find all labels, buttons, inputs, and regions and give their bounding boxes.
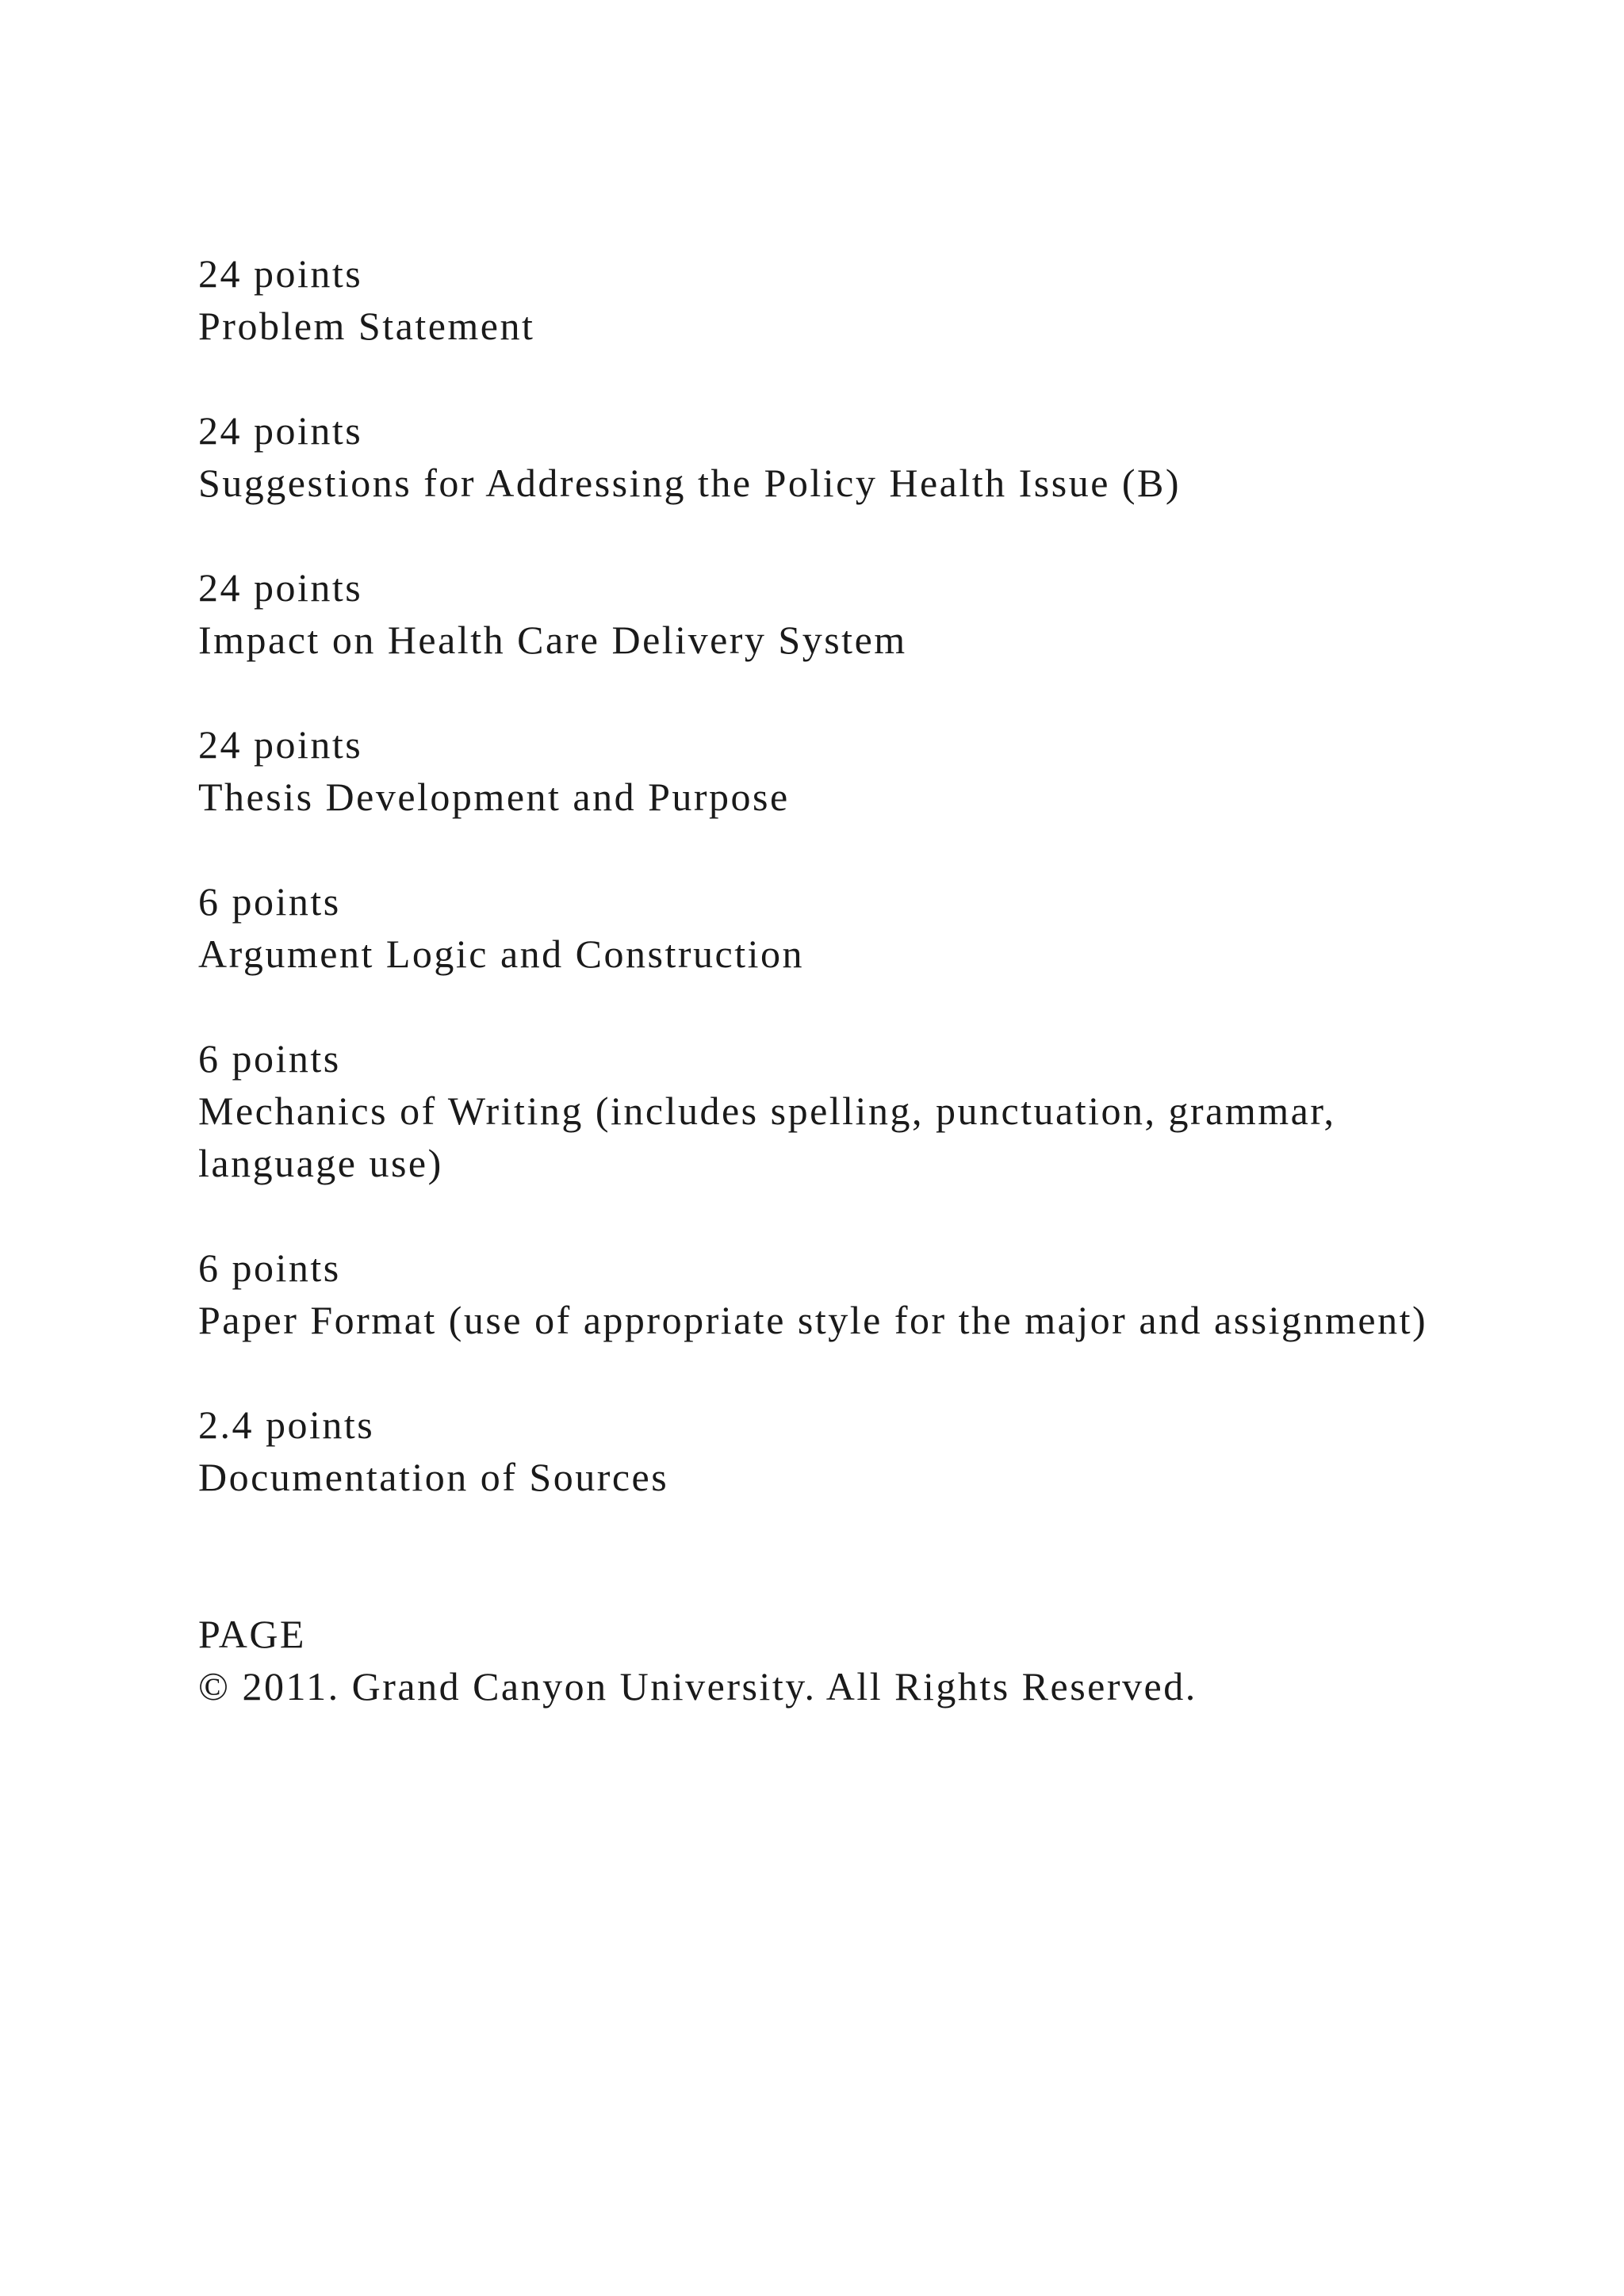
document-content [198, 247, 1499, 1712]
entry-points: 6 points [198, 879, 341, 924]
page-footer [198, 1608, 1499, 1712]
entry-criterion: Paper Format (use of appropriate style for the major and assignment) [198, 1298, 1428, 1342]
rubric-entry-thesis [198, 718, 1499, 823]
entry-criterion: Argument Logic and Construction [198, 932, 804, 976]
entry-criterion: Thesis Development and Purpose [198, 775, 790, 819]
copyright-notice: © 2011. Grand Canyon University. All Rights Reserved. [198, 1664, 1197, 1709]
entry-criterion: Documentation of Sources [198, 1455, 669, 1499]
rubric-entry-documentation [198, 1399, 1499, 1503]
entry-points: 24 points [198, 408, 363, 453]
entry-criterion: Suggestions for Addressing the Policy Health Issue (B) [198, 461, 1182, 505]
rubric-entry-mechanics [198, 1032, 1499, 1189]
entry-points: 2.4 points [198, 1402, 375, 1447]
entry-points: 6 points [198, 1036, 341, 1081]
entry-points: 24 points [198, 722, 363, 767]
rubric-entry-impact [198, 561, 1499, 666]
entry-points: 24 points [198, 251, 363, 296]
rubric-entry-format [198, 1242, 1499, 1346]
entry-points: 6 points [198, 1246, 341, 1290]
rubric-entry-problem-statement [198, 247, 1499, 352]
entry-criterion: Problem Statement [198, 304, 535, 348]
rubric-entry-suggestions [198, 404, 1499, 509]
entry-criterion: Impact on Health Care Delivery System [198, 618, 907, 662]
rubric-entry-argument [198, 875, 1499, 980]
entry-criterion: Mechanics of Writing (includes spelling, punctuation, grammar, language use) [198, 1089, 1348, 1185]
page-label: PAGE [198, 1612, 306, 1656]
entry-points: 24 points [198, 565, 363, 610]
blank-line [198, 1556, 1499, 1608]
